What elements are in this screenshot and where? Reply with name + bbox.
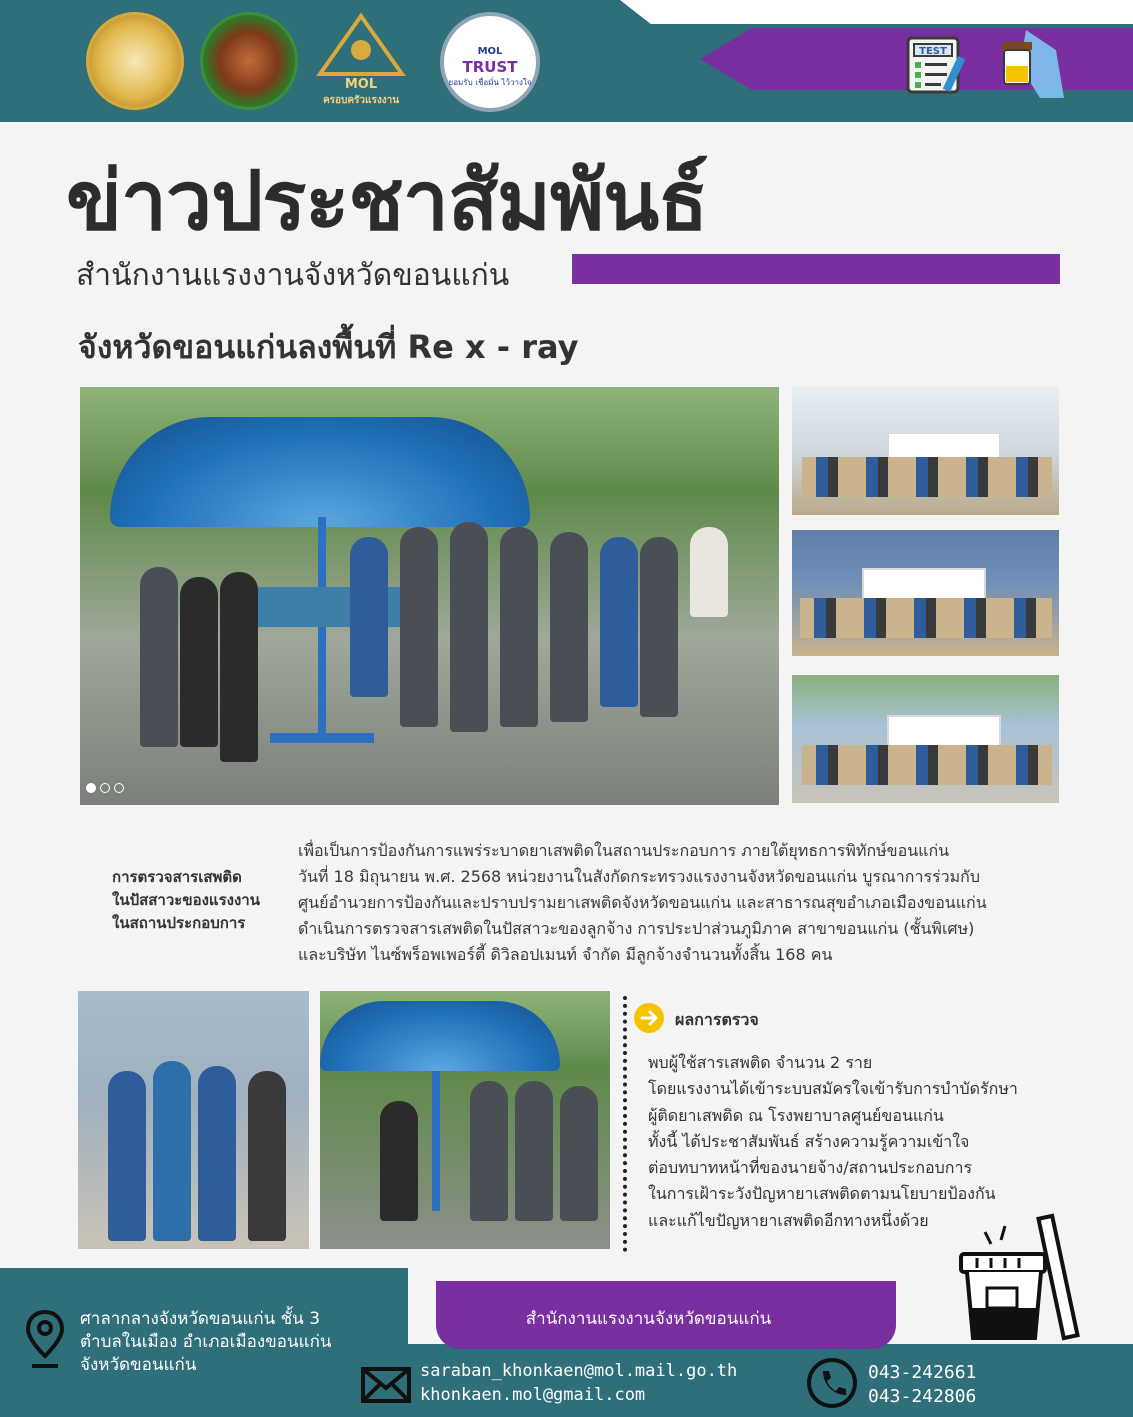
- office-subtitle: สำนักงานแรงงานจังหวัดขอนแก่น: [76, 258, 510, 293]
- urine-test-icon: [955, 1212, 1085, 1346]
- person-figure: [108, 1071, 146, 1241]
- person-figure: [450, 522, 488, 732]
- person-figure: [640, 537, 678, 717]
- address-line: ศาลากลางจังหวัดขอนแก่น ชั้น 3: [80, 1309, 321, 1329]
- results-line: โดยแรงงานได้เข้าระบบสมัครใจเข้ารับการบำบัดรักษา: [648, 1079, 1018, 1099]
- bottom-photo-2: [320, 991, 610, 1249]
- results-title: ผลการตรวจ: [675, 1010, 759, 1029]
- subtitle-accent-bar: [572, 254, 1060, 284]
- phone-number[interactable]: 043-242806: [868, 1386, 977, 1407]
- test-label: TEST: [919, 46, 947, 57]
- person-figure: [380, 1101, 418, 1221]
- person-figure: [180, 577, 218, 747]
- section-label: [112, 866, 260, 935]
- mol-trust-logo-text2: TRUST: [462, 58, 518, 76]
- person-figure: [690, 527, 728, 617]
- test-clipboard-icon: [904, 32, 966, 94]
- urine-cup-glove-icon: [996, 20, 1066, 100]
- crowd-shape: [802, 457, 1052, 497]
- results-line: ต่อบทบาทหน้าที่ของนายจ้าง/สถานประกอบการ: [648, 1158, 973, 1178]
- body-line: ดำเนินการตรวจสารเสพติดในปัสสาวะของลูกจ้าง การประปาส่วนภูมิภาค สาขาขอนแก่น (ชั้นพิเศษ): [298, 919, 975, 938]
- footer-office-name: สำนักงานแรงงานจังหวัดขอนแก่น: [525, 1309, 772, 1329]
- phone-icon: [806, 1357, 858, 1409]
- umbrella-shape: [110, 417, 530, 527]
- results-body: [648, 1050, 1018, 1234]
- carousel-dot[interactable]: [100, 783, 110, 793]
- person-figure: [350, 537, 388, 697]
- mol-family-logo: [306, 12, 416, 108]
- body-line: เพื่อเป็นการป้องกันการแพร่ระบาดยาเสพติดในสถานประกอบการ ภายใต้ยุทธการพิทักษ์ขอนแก่น: [298, 841, 950, 860]
- person-figure: [550, 532, 588, 722]
- person-figure: [500, 527, 538, 727]
- mol-trust-logo-text1: MOL: [477, 46, 503, 57]
- results-line: ผู้ติดยาเสพติด ณ โรงพยาบาลศูนย์ขอนแก่น: [648, 1105, 944, 1125]
- person-figure: [140, 567, 178, 747]
- footer-emails: [420, 1359, 737, 1407]
- results-line: ทั้งนี้ ได้ประชาสัมพันธ์ สร้างความรู้ความเข้าใจ: [648, 1131, 970, 1151]
- person-figure: [198, 1066, 236, 1241]
- mol-family-logo-text2: ครอบครัวแรงงาน: [322, 95, 400, 106]
- mail-icon: [360, 1366, 412, 1404]
- person-figure: [400, 527, 438, 727]
- umbrella-pole: [432, 1071, 440, 1211]
- mol-trust-logo-text3: ยอมรับ เชื่อมั่น ไว้วางใจ: [448, 78, 532, 87]
- carousel-dot[interactable]: [114, 783, 124, 793]
- umbrella-shape: [320, 1001, 560, 1071]
- section-label-line: ในสถานประกอบการ: [112, 914, 246, 932]
- person-figure: [470, 1081, 508, 1221]
- address-line: จังหวัดขอนแก่น: [80, 1355, 197, 1375]
- umbrella-pole: [318, 517, 326, 737]
- results-line: และแก้ไขปัญหายาเสพติดอีกทางหนึ่งด้วย: [648, 1210, 929, 1230]
- address-line: ตำบลในเมือง อำเภอเมืองขอนแก่น: [80, 1332, 332, 1352]
- crowd-shape: [802, 745, 1052, 785]
- arrow-right-icon: [634, 1003, 664, 1033]
- dotted-divider: [623, 996, 627, 1252]
- person-figure: [515, 1081, 553, 1221]
- group-photo-3: [792, 675, 1059, 803]
- government-seal-icon: [86, 12, 184, 110]
- group-photo-1: [792, 387, 1059, 515]
- person-figure: [153, 1061, 191, 1241]
- footer-phones: [868, 1361, 976, 1409]
- page-title: ข่าวประชาสัมพันธ์: [66, 154, 708, 249]
- body-line: และบริษัท ไนซ์พร็อพเพอร์ตี้ ดิวิลอปเมนท์ จำกัด มีลูกจ้างจำนวนทั้งสิ้น 168 คน: [298, 945, 833, 964]
- section-label-line: ในปัสสาวะของแรงงาน: [112, 891, 260, 909]
- carousel-dot[interactable]: [86, 783, 96, 793]
- results-line: พบผู้ใช้สารเสพติด จำนวน 2 ราย: [648, 1053, 873, 1072]
- section-label-line: การตรวจสารเสพติด: [112, 868, 242, 886]
- mol-trust-logo: [440, 12, 540, 112]
- body-line: ศูนย์อำนวยการป้องกันและปราบปรามยาเสพติดจังหวัดขอนแก่น และสาธารณสุขอำเภอเมืองขอนแก่น: [298, 893, 987, 912]
- body-line: วันที่ 18 มิถุนายน พ.ศ. 2568 หน่วยงานในสังกัดกระทรวงแรงงานจังหวัดขอนแก่น บูรณาการร่วมกับ: [298, 867, 980, 886]
- header-band: [0, 0, 1133, 122]
- person-figure: [600, 537, 638, 707]
- group-photo-2: [792, 530, 1059, 656]
- province-seal-icon: [200, 12, 298, 110]
- person-figure: [220, 572, 258, 762]
- mol-family-logo-text1: MOL: [344, 77, 378, 92]
- email-link[interactable]: khonkaen.mol@gmail.com: [420, 1385, 646, 1405]
- main-photo: [80, 387, 779, 805]
- results-line: ในการเฝ้าระวังปัญหายาเสพติดตามนโยบายป้องกัน: [648, 1184, 996, 1204]
- bottom-photo-1: [78, 991, 309, 1249]
- section-body: [298, 838, 987, 968]
- person-figure: [248, 1071, 286, 1241]
- footer-address: [80, 1308, 331, 1377]
- location-pin-icon: [24, 1308, 66, 1370]
- carousel-dots[interactable]: [86, 778, 128, 797]
- news-headline: จังหวัดขอนแก่นลงพื้นที่ Re x - ray: [78, 328, 579, 366]
- email-link[interactable]: saraban_khonkaen@mol.mail.go.th: [420, 1361, 738, 1381]
- phone-number[interactable]: 043-242661: [868, 1362, 977, 1383]
- umbrella-base: [270, 733, 374, 743]
- crowd-shape: [800, 598, 1052, 638]
- person-figure: [560, 1086, 598, 1221]
